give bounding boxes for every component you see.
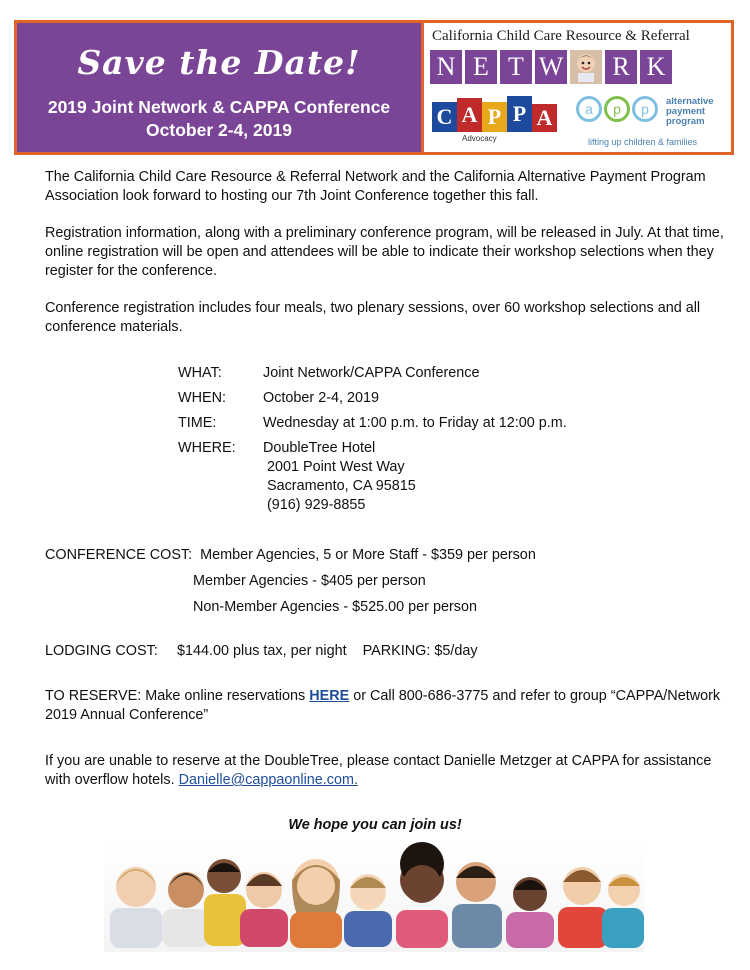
cappa-letter: C bbox=[432, 102, 457, 132]
time-label: TIME: bbox=[178, 415, 217, 431]
network-tile: K bbox=[640, 50, 672, 84]
banner-conference-name: 2019 Joint Network & CAPPA Conference bbox=[47, 97, 391, 117]
intro-text bbox=[45, 168, 725, 355]
lodging-label: LODGING COST: bbox=[45, 643, 158, 659]
when-label: WHEN: bbox=[178, 390, 226, 406]
banner-dates: October 2-4, 2019 bbox=[146, 120, 292, 140]
cappa-letter: P bbox=[507, 96, 532, 132]
hotel-name: DoubleTree Hotel bbox=[263, 440, 376, 456]
lodging-value: $144.00 plus tax, per night bbox=[177, 643, 347, 659]
conference-cost bbox=[45, 546, 536, 624]
save-the-date-banner bbox=[17, 23, 421, 152]
apps-letter: p bbox=[604, 96, 630, 122]
where-value bbox=[263, 439, 416, 515]
reserve-suffix: or Call 800-686-3775 and refer to group “CAPPA/Network 2019 Annual Conference” bbox=[45, 688, 721, 723]
banner-title: Save the Date! bbox=[77, 43, 361, 82]
parking-cost: PARKING: $5/day bbox=[362, 643, 478, 659]
cappa-letter: A bbox=[457, 98, 482, 132]
contact-email-link[interactable]: Danielle@cappaonline.com. bbox=[178, 772, 358, 788]
apps-word: payment bbox=[666, 106, 706, 117]
intro-paragraph: The California Child Care Resource & Referral Network and the California Alternative Payment Program Association look forward to hosting our 7th Joint Conference together this fall. bbox=[45, 169, 706, 204]
reserve-instructions bbox=[45, 687, 725, 725]
network-tile: T bbox=[500, 50, 532, 84]
where-label: WHERE: bbox=[178, 440, 236, 456]
cost-label: CONFERENCE COST: bbox=[45, 547, 193, 563]
apps-letter: p bbox=[632, 96, 658, 122]
when-value: October 2-4, 2019 bbox=[263, 390, 379, 406]
cost-member: Member Agencies - $405 per person bbox=[193, 573, 426, 589]
apps-word: alternative bbox=[666, 96, 714, 107]
apps-letter: a bbox=[576, 96, 602, 122]
cappa-letter: A bbox=[532, 104, 557, 132]
cost-member-5plus: Member Agencies, 5 or More Staff - $359 per person bbox=[200, 547, 536, 563]
cappa-tagline: Advocacy bbox=[462, 134, 497, 143]
includes-paragraph: Conference registration includes four meals, two plenary sessions, over 60 workshop selections and all conference materials. bbox=[45, 300, 701, 335]
partner-logos bbox=[421, 23, 731, 152]
children-photo bbox=[104, 842, 644, 952]
network-tile: N bbox=[430, 50, 462, 84]
hotel-phone: (916) 929-8855 bbox=[267, 497, 366, 513]
network-logo-tiles bbox=[430, 50, 672, 84]
registration-paragraph: Registration information, along with a preliminary conference program, will be released in July. At that time, online registration will be open and attendees will be able to indicate their workshop selections when they register for the conference. bbox=[45, 225, 724, 279]
child-photo-icon bbox=[570, 50, 602, 84]
reserve-prefix: TO RESERVE: Make online reservations bbox=[45, 688, 310, 704]
what-value: Joint Network/CAPPA Conference bbox=[263, 365, 480, 381]
network-tile: W bbox=[535, 50, 567, 84]
lodging-cost bbox=[45, 643, 478, 659]
time-value: Wednesday at 1:00 p.m. to Friday at 12:00 p.m. bbox=[263, 415, 567, 431]
network-tile: R bbox=[605, 50, 637, 84]
apps-logo bbox=[576, 96, 658, 122]
apps-wordmark bbox=[666, 97, 714, 127]
cost-non-member: Non-Member Agencies - $525.00 per person bbox=[193, 599, 477, 615]
header-frame bbox=[14, 20, 734, 155]
network-tile: E bbox=[465, 50, 497, 84]
network-logo-title: California Child Care Resource & Referral bbox=[432, 28, 690, 44]
closing-line: We hope you can join us! bbox=[288, 817, 462, 833]
hotel-city: Sacramento, CA 95815 bbox=[267, 478, 416, 494]
hotel-street: 2001 Point West Way bbox=[267, 459, 405, 475]
apps-word: program bbox=[666, 116, 705, 127]
apps-tagline: lifting up children & families bbox=[588, 137, 698, 147]
what-label: WHAT: bbox=[178, 365, 222, 381]
cappa-logo bbox=[432, 96, 557, 132]
contact-text: If you are unable to reserve at the DoubleTree, please contact Danielle Metzger at CAPPA for assistance with overflow hotels. bbox=[45, 753, 712, 788]
event-details bbox=[178, 364, 567, 521]
overflow-contact bbox=[45, 752, 735, 790]
reservation-link[interactable]: HERE bbox=[309, 688, 350, 704]
cappa-letter: P bbox=[482, 102, 507, 132]
